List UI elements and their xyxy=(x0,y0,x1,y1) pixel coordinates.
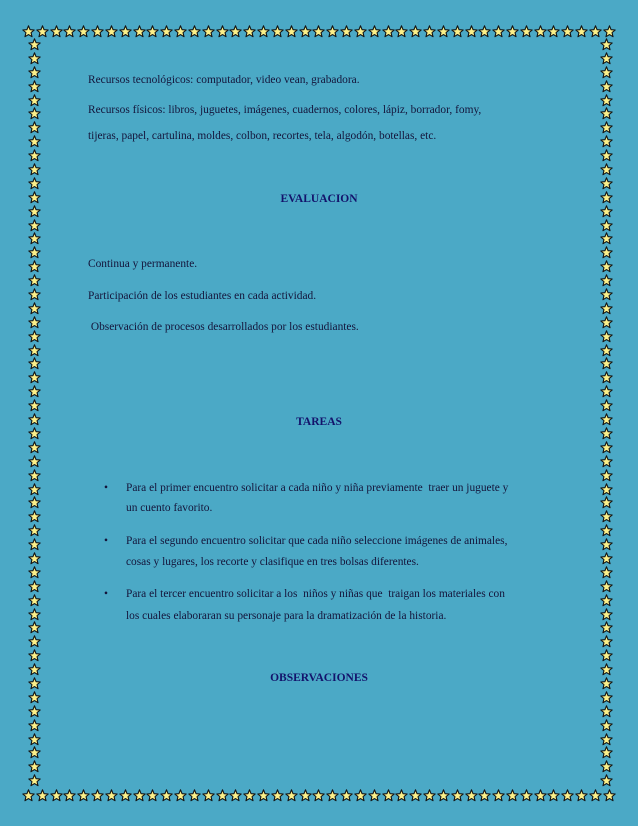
tarea-item-2-line1: Para el segundo encuentro solicitar que cada niño seleccione imágenes de animales, xyxy=(126,535,508,547)
evaluacion-item: Participación de los estudiantes en cada actividad. xyxy=(88,290,317,302)
evaluacion-item: Continua y permanente. xyxy=(88,258,198,270)
evaluacion-heading: EVALUACION xyxy=(280,193,358,205)
evaluacion-item: Observación de procesos desarrollados por los estudiantes. xyxy=(88,321,359,333)
observaciones-heading: OBSERVACIONES xyxy=(270,672,368,684)
tareas-heading: TAREAS xyxy=(296,416,342,428)
tarea-item-3-line2: los cuales elaboraran su personaje para la dramatización de la historia. xyxy=(126,610,447,622)
tarea-item-1-line1: Para el primer encuentro solicitar a cada niño y niña previamente traer un juguete y xyxy=(126,482,509,494)
bullet-icon: • xyxy=(104,482,108,494)
tarea-item-3-line1: Para el tercer encuentro solicitar a los niños y niñas que traigan los materiales con xyxy=(126,588,505,600)
recursos-tecnologicos: Recursos tecnológicos: computador, video vean, grabadora. xyxy=(88,74,360,86)
recursos-fisicos-line1: Recursos físicos: libros, juguetes, imágenes, cuadernos, colores, lápiz, borrador, fomy, xyxy=(88,104,482,116)
bullet-icon: • xyxy=(104,588,108,600)
tarea-item-1-line2: un cuento favorito. xyxy=(126,502,213,514)
bullet-icon: • xyxy=(104,535,108,547)
tarea-item-2-line2: cosas y lugares, los recorte y clasifique en tres bolsas diferentes. xyxy=(126,556,419,568)
recursos-fisicos-line2: tijeras, papel, cartulina, moldes, colbon, recortes, tela, algodón, botellas, etc. xyxy=(88,130,437,142)
